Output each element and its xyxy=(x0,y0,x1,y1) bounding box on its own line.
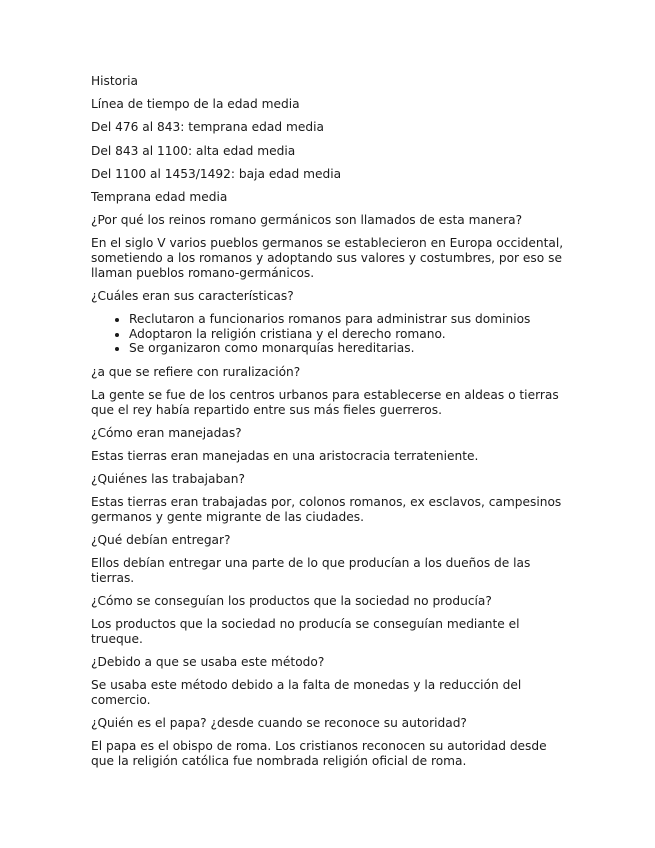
answer: La gente se fue de los centros urbanos para establecerse en aldeas o tierras que el rey había repartido entre sus más fieles guerreros. xyxy=(91,388,559,417)
question: ¿Cómo eran manejadas? xyxy=(91,425,242,440)
answer: El papa es el obispo de roma. Los cristianos reconocen su autoridad desde que la religión católica fue nombrada religión oficial de roma. xyxy=(91,739,547,768)
timeline-entry: Del 1100 al 1453/1492: baja edad media xyxy=(91,166,342,181)
answer: Estas tierras eran trabajadas por, colonos romanos, ex esclavos, campesinos germanos y gente migrante de las ciudades. xyxy=(91,495,562,524)
list-item: • Se organizaron como monarquías hereditarias. xyxy=(129,341,566,356)
document-body xyxy=(91,74,566,777)
timeline-entry: Del 476 al 843: temprana edad media xyxy=(91,120,324,135)
question: ¿Cuáles eran sus características? xyxy=(91,288,294,303)
question: ¿Debido a que se usaba este método? xyxy=(91,655,325,670)
answer: Ellos debían entregar una parte de lo que producían a los dueños de las tierras. xyxy=(91,556,531,585)
characteristics-list xyxy=(91,312,566,356)
section-heading: Temprana edad media xyxy=(91,189,228,204)
question: ¿Por qué los reinos romano germánicos son llamados de esta manera? xyxy=(91,213,523,228)
timeline-heading: Línea de tiempo de la edad media xyxy=(91,97,300,112)
question: ¿a que se refiere con ruralización? xyxy=(91,364,301,379)
timeline-entry: Del 843 al 1100: alta edad media xyxy=(91,143,296,158)
answer: Se usaba este método debido a la falta de monedas y la reducción del comercio. xyxy=(91,678,522,707)
question: ¿Qué debían entregar? xyxy=(91,533,231,548)
list-item: • Adoptaron la religión cristiana y el derecho romano. xyxy=(129,327,566,342)
list-item: • Reclutaron a funcionarios romanos para administrar sus dominios xyxy=(129,312,566,327)
document-title: Historia xyxy=(91,74,139,88)
answer: Los productos que la sociedad no producía se conseguían mediante el trueque. xyxy=(91,617,520,646)
question: ¿Quiénes las trabajaban? xyxy=(91,472,245,487)
answer: En el siglo V varios pueblos germanos se establecieron en Europa occidental, sometiendo a los romanos y adoptando sus valores y costumbres, por eso se llaman pueblos romano-germánicos. xyxy=(91,236,564,280)
question: ¿Cómo se conseguían los productos que la sociedad no producía? xyxy=(91,594,492,609)
question: ¿Quién es el papa? ¿desde cuando se reconoce su autoridad? xyxy=(91,716,467,731)
answer: Estas tierras eran manejadas en una aristocracia terrateniente. xyxy=(91,449,479,464)
